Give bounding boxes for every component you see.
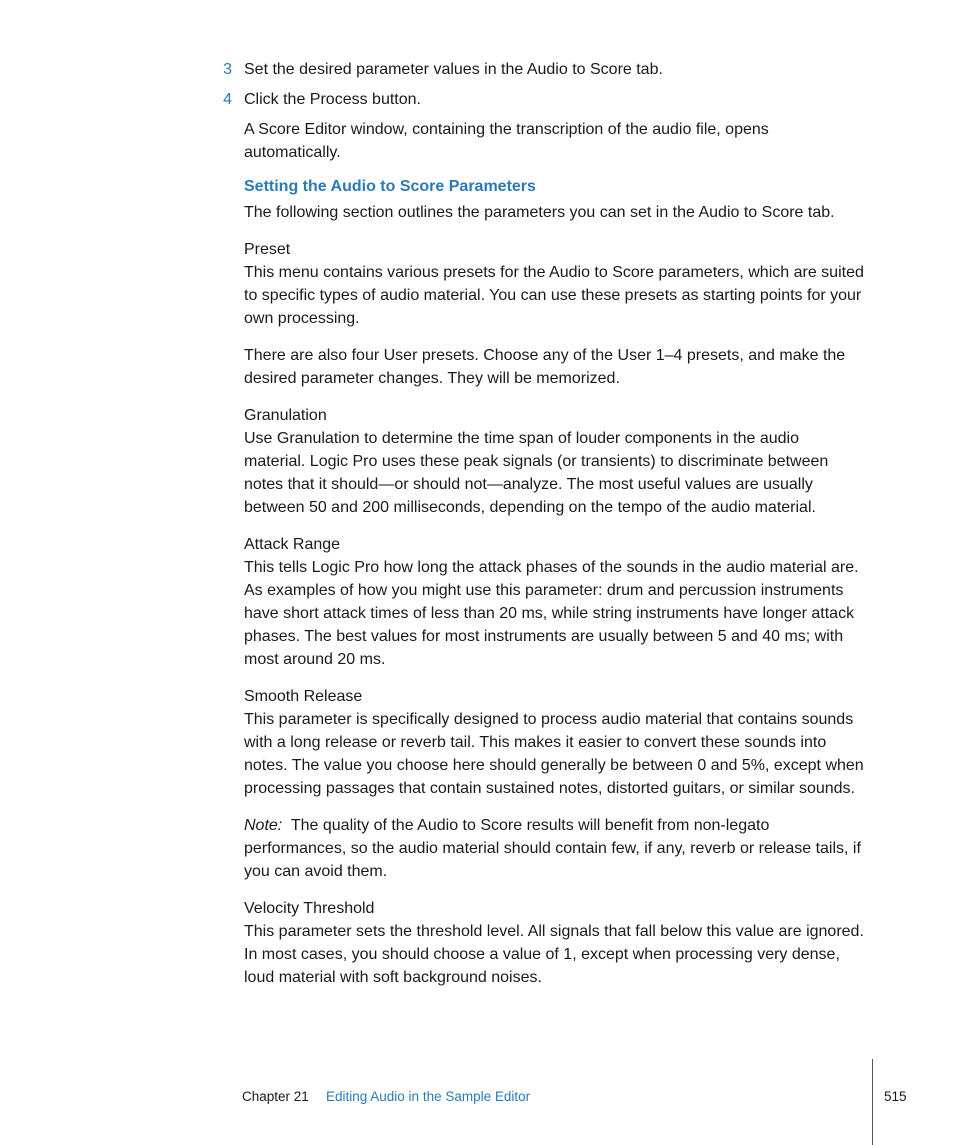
- param-title-granulation: Granulation: [244, 407, 327, 424]
- param-title-preset: Preset: [244, 241, 291, 258]
- footer-divider: [872, 1059, 873, 1145]
- param-desc-granulation: Use Granulation to determine the time span of louder components in the audio material. Logic Pro uses these peak signals (or transients) to discriminate between notes that it should—or should not—analyze. The most useful values are usually between 50 and 200 milliseconds, depending on the tempo of the audio material.: [244, 430, 829, 516]
- note-text: The quality of the Audio to Score results will benefit from non-legato performances, so the audio material should contain few, if any, reverb or release tails, if you can avoid them.: [244, 817, 861, 880]
- footer-chapter: Chapter 21: [242, 1089, 309, 1104]
- param-desc-attack: This tells Logic Pro how long the attack phases of the sounds in the audio material are. As examples of how you might use this parameter: drum and percussion instruments have short attack times of less than 20 ms, while string instruments have longer attack phases. The best values for most instruments are usually between 5 and 40 ms; with most around 20 ms.: [244, 559, 859, 668]
- param-desc-preset: This menu contains various presets for the Audio to Score parameters, which are suited to specific types of audio material. You can use these presets as starting points for your own processing.: [244, 264, 864, 327]
- step-result: A Score Editor window, containing the transcription of the audio file, opens automatically.: [244, 121, 769, 161]
- param-title-attack: Attack Range: [244, 536, 341, 553]
- param-desc-smooth: This parameter is specifically designed to process audio material that contains sounds with a long release or reverb tail. This makes it easier to convert these sounds into notes. The value you choose here should generally be between 0 and 5%, except when processing passages that contain sustained notes, distorted guitars, or similar sounds.: [244, 711, 864, 797]
- step-number: 4: [223, 91, 232, 108]
- note-label: Note:: [244, 817, 283, 834]
- param-title-velocity: Velocity Threshold: [244, 900, 375, 917]
- footer-chapter-title: Editing Audio in the Sample Editor: [326, 1089, 531, 1104]
- note-paragraph: [244, 814, 872, 883]
- section-heading: Setting the Audio to Score Parameters: [244, 178, 536, 195]
- param-desc-velocity: This parameter sets the threshold level. All signals that fall below this value are ignored. In most cases, you should choose a value of 1, except when processing very dense, loud material with soft background noises.: [244, 923, 864, 986]
- param-desc-preset-2: There are also four User presets. Choose any of the User 1–4 presets, and make the desired parameter changes. They will be memorized.: [244, 347, 846, 387]
- step-text: Set the desired parameter values in the Audio to Score tab.: [244, 61, 663, 78]
- step-text: Click the Process button.: [244, 91, 421, 108]
- param-title-smooth: Smooth Release: [244, 688, 363, 705]
- page-number: 515: [884, 1089, 907, 1104]
- step-number: 3: [223, 61, 232, 78]
- section-intro: The following section outlines the parameters you can set in the Audio to Score tab.: [244, 204, 835, 221]
